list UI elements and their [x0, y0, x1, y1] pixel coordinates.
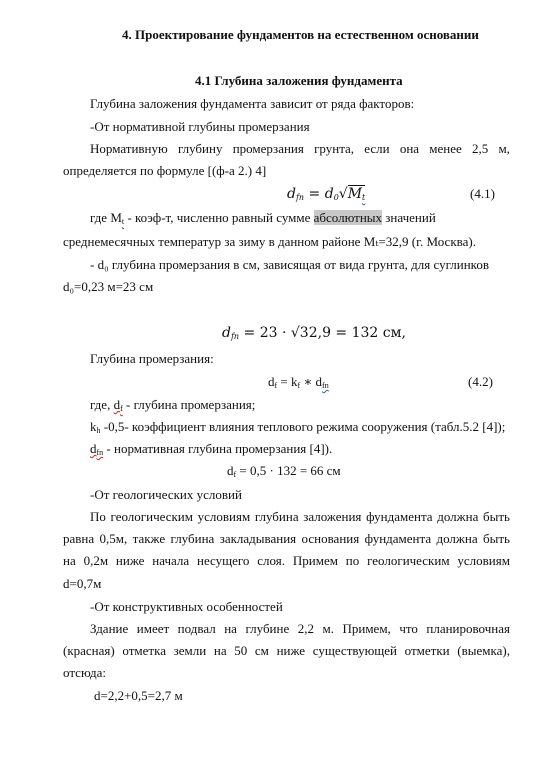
word: м. — [322, 621, 334, 636]
word: земли — [173, 643, 207, 658]
word: заложения — [303, 509, 362, 524]
word: несущего — [196, 553, 250, 568]
word: быть — [483, 509, 510, 524]
word: Нормативную — [90, 141, 168, 156]
paragraph-geology-line3 — [63, 553, 510, 569]
factor-heading-structure: -От конструктивных особенностей — [90, 599, 283, 614]
paragraph-structure-line2 — [63, 643, 510, 659]
word: глубина — [254, 509, 299, 524]
word: (выемка), — [457, 643, 510, 658]
word: планировочная — [426, 621, 510, 636]
word: (красная) — [63, 643, 115, 658]
word: отметки — [404, 643, 450, 658]
factor-heading-geology: -От геологических условий — [90, 487, 242, 502]
word: начала — [152, 553, 190, 568]
word: глубина — [170, 531, 215, 546]
paragraph-intro: Глубина заложения фундамента зависит от ряда факторов: — [90, 96, 415, 111]
word: геологическим — [110, 509, 193, 524]
definition-df: где, $d_f$ - глубина промерзания; — [90, 397, 256, 413]
word: 2,2 — [297, 621, 314, 636]
word: Примем — [292, 553, 338, 568]
word: глубину — [177, 141, 223, 156]
word: менее — [429, 141, 462, 156]
formula-df-value: $d_f = 0,5 \cdot 132 = 66$ см — [227, 463, 341, 479]
paragraph-freezing-line1 — [90, 141, 510, 157]
word: глубине — [245, 621, 290, 636]
formula-dfn-value: $d_{fn} = 23 \cdot √32,9 = 132$ см, — [222, 325, 406, 341]
word: по — [345, 553, 360, 568]
word: ниже — [276, 643, 306, 658]
subsection-heading: 4.1 Глубина заложения фундамента — [195, 73, 403, 88]
formula-number-4-1: (4.1) — [470, 186, 495, 201]
result-depth: d=2,2+0,5=2,7 м — [94, 688, 183, 703]
word: грунта, — [314, 141, 355, 156]
word: По — [90, 509, 106, 524]
formula-4-2: $d_f = k_f$ ∗ $d_{fn}$ — [268, 374, 329, 390]
word: фундамента — [364, 531, 432, 546]
word: быть — [483, 531, 510, 546]
word: отметка — [122, 643, 166, 658]
paragraph-d0-line2: d₀=0,23 м=23 см — [63, 279, 154, 294]
word: также — [132, 531, 166, 546]
word: м, — [498, 141, 510, 156]
word: что — [399, 621, 418, 636]
formula-number-4-2: (4.2) — [468, 374, 493, 389]
word: закладывания — [219, 531, 297, 546]
definition-kh: $k_h$ -0,5- коэффициент влияния теплового режима сооружения (табл.5.2 [4]); — [90, 419, 506, 435]
paragraph-d0-line1: - d₀ глубина промерзания в см, зависящая от вида грунта, для суглинков — [90, 257, 489, 272]
paragraph-mt-line2: среднемесячных температур за зиму в данном районе Mₜ=32,9 (г. Москва). — [63, 234, 476, 249]
paragraph-structure-line1 — [90, 621, 510, 637]
word: условиям — [457, 553, 510, 568]
word: на — [213, 643, 227, 658]
paragraph-geology-line4: d=0,7м — [63, 576, 102, 591]
paragraph-geology-line1 — [90, 509, 510, 525]
word: условиям — [197, 509, 251, 524]
word: основания — [301, 531, 360, 546]
section-heading: 4. Проектирование фундаментов на естественном основании — [122, 27, 479, 42]
word: должна — [436, 531, 478, 546]
paragraph-structure-line3: отсюда: — [63, 665, 106, 680]
word: 2,5 — [471, 141, 489, 156]
word: см — [254, 643, 269, 658]
paragraph-mt-line1: где $M_t$ - коэф-т, численно равный сумме абсолютных значений — [90, 210, 436, 226]
word: 0,5м, — [99, 531, 128, 546]
word: должна — [437, 509, 479, 524]
paragraph-freezing-depth-label: Глубина промерзания: — [90, 351, 214, 366]
word: геологическим — [367, 553, 450, 568]
definition-dfn: $d_{fn}$ - нормативная глубина промерзания [4]). — [90, 441, 333, 457]
formula-4-1: $d_{fn} = d_0√M_t$ — [287, 186, 366, 202]
word: фундамента — [366, 509, 433, 524]
word: подвал — [177, 621, 216, 636]
word: на — [63, 553, 76, 568]
word: Здание — [90, 621, 129, 636]
word: Примем, — [342, 621, 391, 636]
word: 0,2м — [83, 553, 109, 568]
factor-heading-freezing: -От нормативной глубины промерзания — [90, 119, 310, 134]
word: она — [399, 141, 420, 156]
word: существующей — [312, 643, 398, 658]
word: промерзания — [232, 141, 304, 156]
paragraph-freezing-line2: определяется по формуле [(ф-а 2.) 4] — [63, 163, 267, 178]
word: имеет — [136, 621, 170, 636]
paragraph-geology-line2 — [63, 531, 510, 547]
word: равна — [63, 531, 95, 546]
word: 50 — [234, 643, 248, 658]
word: слоя. — [257, 553, 286, 568]
word: если — [364, 141, 390, 156]
word: ниже — [115, 553, 145, 568]
word: на — [224, 621, 237, 636]
